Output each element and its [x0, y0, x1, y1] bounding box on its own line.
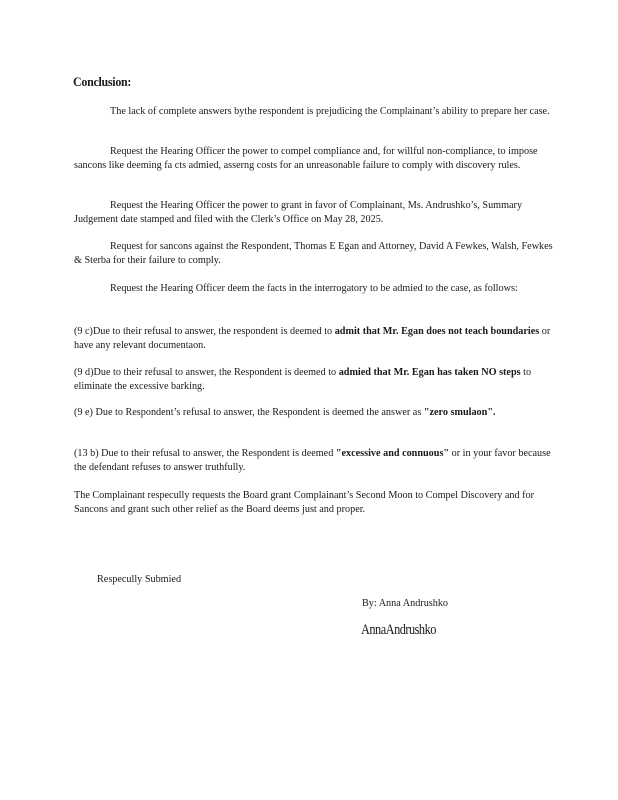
by-line: By: Anna Andrushko: [362, 598, 449, 609]
page-title: Conclusion:: [73, 74, 132, 89]
item-9c-tail: or have any relevant documentaon.: [74, 326, 551, 351]
closing-line: Respecully Submied: [97, 574, 182, 585]
paragraph-deem-facts: Request the Hearing Officer deem the facts in the interrogatory to be admied to the case, as follows:: [110, 283, 518, 294]
item-9e-text: (9 e) Due to Respondent’s refusal to answer, the Respondent is deemed the answer as: [74, 407, 424, 418]
item-9c-text: (9 c)Due to their refusal to answer, the respondent is deemed to: [74, 326, 335, 337]
paragraph-item-9c: [74, 325, 556, 352]
item-9c-bold: admit that Mr. Egan does not teach boundaries: [334, 326, 540, 337]
item-13b-text: (13 b) Due to their refusal to answer, the Respondent is deemed: [74, 448, 336, 459]
paragraph-summary-judgement: Request the Hearing Officer the power to grant in favor of Complainant, Ms. Andrushko’s, Summary Judgement date stamped and filed with the Clerk’s Office on May 28, 2025.: [74, 200, 523, 225]
item-9d-text: (9 d)Due to their refusal to answer, the Respondent is deemed to: [74, 367, 339, 378]
item-9d-tail: to eliminate the excessive barking.: [74, 367, 532, 392]
paragraph-item-13b: [74, 447, 556, 474]
paragraph-compel-compliance: Request the Hearing Officer the power to compel compliance and, for willful non-compliance, to impose sancons like deeming fa cts admied, asserng costs for an unreasonable failure to comply with discovery rules.: [74, 146, 538, 171]
paragraph-prejudice: The lack of complete answers bythe respondent is prejudicing the Complainant’s ability to prepare her case.: [110, 106, 550, 117]
paragraph-sanctions: Request for sancons against the Respondent, Thomas E Egan and Attorney, David A Fewkes, Walsh, Fewkes & Sterba for their failure to comply.: [74, 241, 553, 266]
item-9e-bold: "zero smulaon".: [423, 407, 496, 418]
item-13b-tail: or in your favor because the defendant refuses to answer truthfully.: [74, 448, 551, 473]
item-9d-bold: admied that Mr. Egan has taken NO steps: [338, 367, 521, 378]
paragraph-request-board: The Complainant respecully requests the Board grant Complainant’s Second Moon to Compel Discovery and for Sancons and grant such other relief as the Board deems just and proper.: [74, 490, 535, 515]
signature: AnnaAndrushko: [361, 622, 436, 638]
paragraph-item-9e: [74, 406, 556, 420]
item-13b-bold: "excessive and connuous": [335, 448, 450, 459]
paragraph-item-9d: [74, 366, 556, 393]
